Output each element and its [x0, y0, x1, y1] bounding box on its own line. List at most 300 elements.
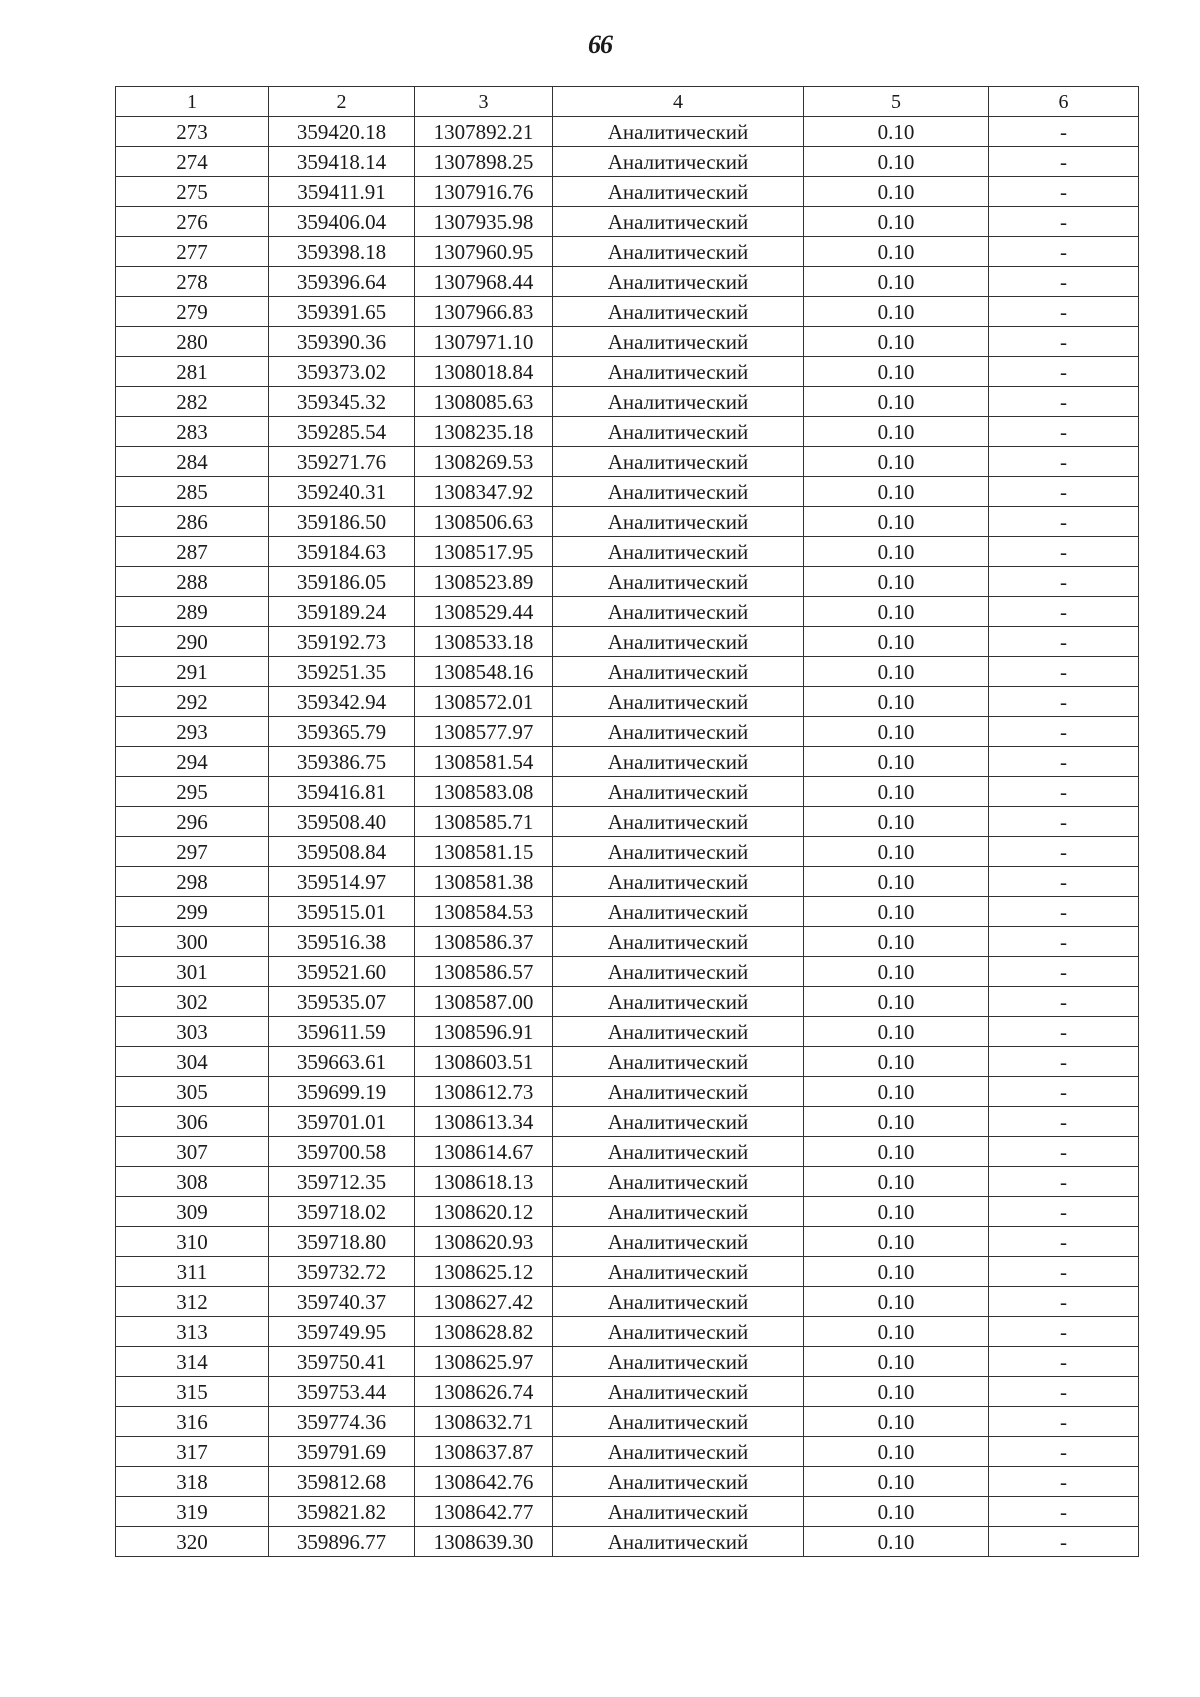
accuracy-cell: 0.10	[804, 1527, 989, 1557]
method-cell: Аналитический	[553, 567, 804, 597]
y-coordinate-cell: 1308581.54	[415, 747, 553, 777]
note-cell: -	[989, 777, 1139, 807]
point-number-cell: 319	[116, 1497, 269, 1527]
y-coordinate-cell: 1308632.71	[415, 1407, 553, 1437]
note-cell: -	[989, 927, 1139, 957]
method-cell: Аналитический	[553, 597, 804, 627]
point-number-cell: 281	[116, 357, 269, 387]
y-coordinate-cell: 1308628.82	[415, 1317, 553, 1347]
method-cell: Аналитический	[553, 1317, 804, 1347]
note-cell: -	[989, 1227, 1139, 1257]
x-coordinate-cell: 359396.64	[269, 267, 415, 297]
method-cell: Аналитический	[553, 417, 804, 447]
table-row	[116, 927, 1139, 957]
column-header: 1	[116, 87, 269, 117]
table-row	[116, 987, 1139, 1017]
accuracy-cell: 0.10	[804, 747, 989, 777]
accuracy-cell: 0.10	[804, 297, 989, 327]
y-coordinate-cell: 1308533.18	[415, 627, 553, 657]
note-cell: -	[989, 1077, 1139, 1107]
point-number-cell: 286	[116, 507, 269, 537]
y-coordinate-cell: 1308529.44	[415, 597, 553, 627]
point-number-cell: 308	[116, 1167, 269, 1197]
accuracy-cell: 0.10	[804, 987, 989, 1017]
point-number-cell: 299	[116, 897, 269, 927]
note-cell: -	[989, 297, 1139, 327]
point-number-cell: 306	[116, 1107, 269, 1137]
y-coordinate-cell: 1308620.12	[415, 1197, 553, 1227]
accuracy-cell: 0.10	[804, 1227, 989, 1257]
y-coordinate-cell: 1308586.57	[415, 957, 553, 987]
table-row	[116, 357, 1139, 387]
point-number-cell: 302	[116, 987, 269, 1017]
table-row	[116, 297, 1139, 327]
method-cell: Аналитический	[553, 357, 804, 387]
point-number-cell: 296	[116, 807, 269, 837]
x-coordinate-cell: 359514.97	[269, 867, 415, 897]
column-header: 6	[989, 87, 1139, 117]
coordinates-table	[115, 86, 1139, 1557]
table-row	[116, 897, 1139, 927]
point-number-cell: 279	[116, 297, 269, 327]
note-cell: -	[989, 1437, 1139, 1467]
table-row	[116, 1107, 1139, 1137]
table-row	[116, 837, 1139, 867]
x-coordinate-cell: 359390.36	[269, 327, 415, 357]
point-number-cell: 276	[116, 207, 269, 237]
x-coordinate-cell: 359240.31	[269, 477, 415, 507]
table-row	[116, 1347, 1139, 1377]
accuracy-cell: 0.10	[804, 1317, 989, 1347]
point-number-cell: 312	[116, 1287, 269, 1317]
x-coordinate-cell: 359749.95	[269, 1317, 415, 1347]
y-coordinate-cell: 1308627.42	[415, 1287, 553, 1317]
table-row	[116, 957, 1139, 987]
method-cell: Аналитический	[553, 1017, 804, 1047]
point-number-cell: 292	[116, 687, 269, 717]
method-cell: Аналитический	[553, 267, 804, 297]
method-cell: Аналитический	[553, 1497, 804, 1527]
table-row	[116, 627, 1139, 657]
y-coordinate-cell: 1307935.98	[415, 207, 553, 237]
x-coordinate-cell: 359516.38	[269, 927, 415, 957]
method-cell: Аналитический	[553, 1107, 804, 1137]
y-coordinate-cell: 1308523.89	[415, 567, 553, 597]
y-coordinate-cell: 1308581.38	[415, 867, 553, 897]
method-cell: Аналитический	[553, 1467, 804, 1497]
accuracy-cell: 0.10	[804, 657, 989, 687]
method-cell: Аналитический	[553, 987, 804, 1017]
x-coordinate-cell: 359732.72	[269, 1257, 415, 1287]
x-coordinate-cell: 359611.59	[269, 1017, 415, 1047]
x-coordinate-cell: 359718.02	[269, 1197, 415, 1227]
y-coordinate-cell: 1307971.10	[415, 327, 553, 357]
accuracy-cell: 0.10	[804, 597, 989, 627]
accuracy-cell: 0.10	[804, 507, 989, 537]
table-header-row	[116, 87, 1139, 117]
table-row	[116, 1047, 1139, 1077]
accuracy-cell: 0.10	[804, 867, 989, 897]
y-coordinate-cell: 1308642.76	[415, 1467, 553, 1497]
y-coordinate-cell: 1308587.00	[415, 987, 553, 1017]
y-coordinate-cell: 1308612.73	[415, 1077, 553, 1107]
point-number-cell: 315	[116, 1377, 269, 1407]
point-number-cell: 309	[116, 1197, 269, 1227]
x-coordinate-cell: 359753.44	[269, 1377, 415, 1407]
y-coordinate-cell: 1308585.71	[415, 807, 553, 837]
accuracy-cell: 0.10	[804, 567, 989, 597]
point-number-cell: 311	[116, 1257, 269, 1287]
accuracy-cell: 0.10	[804, 1377, 989, 1407]
y-coordinate-cell: 1307898.25	[415, 147, 553, 177]
note-cell: -	[989, 717, 1139, 747]
note-cell: -	[989, 957, 1139, 987]
accuracy-cell: 0.10	[804, 927, 989, 957]
y-coordinate-cell: 1308583.08	[415, 777, 553, 807]
x-coordinate-cell: 359373.02	[269, 357, 415, 387]
note-cell: -	[989, 1377, 1139, 1407]
method-cell: Аналитический	[553, 1407, 804, 1437]
x-coordinate-cell: 359386.75	[269, 747, 415, 777]
point-number-cell: 304	[116, 1047, 269, 1077]
accuracy-cell: 0.10	[804, 1287, 989, 1317]
note-cell: -	[989, 837, 1139, 867]
point-number-cell: 282	[116, 387, 269, 417]
y-coordinate-cell: 1308625.12	[415, 1257, 553, 1287]
accuracy-cell: 0.10	[804, 237, 989, 267]
table-row	[116, 1437, 1139, 1467]
note-cell: -	[989, 627, 1139, 657]
table-row	[116, 477, 1139, 507]
y-coordinate-cell: 1308506.63	[415, 507, 553, 537]
note-cell: -	[989, 1347, 1139, 1377]
x-coordinate-cell: 359285.54	[269, 417, 415, 447]
point-number-cell: 289	[116, 597, 269, 627]
y-coordinate-cell: 1308269.53	[415, 447, 553, 477]
x-coordinate-cell: 359740.37	[269, 1287, 415, 1317]
point-number-cell: 274	[116, 147, 269, 177]
y-coordinate-cell: 1308637.87	[415, 1437, 553, 1467]
method-cell: Аналитический	[553, 687, 804, 717]
x-coordinate-cell: 359821.82	[269, 1497, 415, 1527]
note-cell: -	[989, 1167, 1139, 1197]
note-cell: -	[989, 867, 1139, 897]
y-coordinate-cell: 1308347.92	[415, 477, 553, 507]
accuracy-cell: 0.10	[804, 1137, 989, 1167]
table-row	[116, 507, 1139, 537]
note-cell: -	[989, 987, 1139, 1017]
x-coordinate-cell: 359535.07	[269, 987, 415, 1017]
method-cell: Аналитический	[553, 117, 804, 147]
method-cell: Аналитический	[553, 777, 804, 807]
y-coordinate-cell: 1307892.21	[415, 117, 553, 147]
method-cell: Аналитический	[553, 1137, 804, 1167]
method-cell: Аналитический	[553, 1527, 804, 1557]
x-coordinate-cell: 359406.04	[269, 207, 415, 237]
note-cell: -	[989, 1107, 1139, 1137]
point-number-cell: 316	[116, 1407, 269, 1437]
note-cell: -	[989, 1287, 1139, 1317]
x-coordinate-cell: 359418.14	[269, 147, 415, 177]
x-coordinate-cell: 359251.35	[269, 657, 415, 687]
accuracy-cell: 0.10	[804, 777, 989, 807]
point-number-cell: 291	[116, 657, 269, 687]
y-coordinate-cell: 1308614.67	[415, 1137, 553, 1167]
method-cell: Аналитический	[553, 1287, 804, 1317]
table-row	[116, 1227, 1139, 1257]
accuracy-cell: 0.10	[804, 897, 989, 927]
point-number-cell: 285	[116, 477, 269, 507]
x-coordinate-cell: 359398.18	[269, 237, 415, 267]
x-coordinate-cell: 359896.77	[269, 1527, 415, 1557]
table-row	[116, 777, 1139, 807]
table-row	[116, 1317, 1139, 1347]
method-cell: Аналитический	[553, 747, 804, 777]
y-coordinate-cell: 1308620.93	[415, 1227, 553, 1257]
x-coordinate-cell: 359508.40	[269, 807, 415, 837]
accuracy-cell: 0.10	[804, 537, 989, 567]
y-coordinate-cell: 1308572.01	[415, 687, 553, 717]
note-cell: -	[989, 267, 1139, 297]
note-cell: -	[989, 537, 1139, 567]
table-row	[116, 447, 1139, 477]
accuracy-cell: 0.10	[804, 837, 989, 867]
accuracy-cell: 0.10	[804, 207, 989, 237]
table-row	[116, 747, 1139, 777]
x-coordinate-cell: 359186.50	[269, 507, 415, 537]
accuracy-cell: 0.10	[804, 327, 989, 357]
note-cell: -	[989, 207, 1139, 237]
note-cell: -	[989, 507, 1139, 537]
note-cell: -	[989, 1197, 1139, 1227]
x-coordinate-cell: 359186.05	[269, 567, 415, 597]
x-coordinate-cell: 359345.32	[269, 387, 415, 417]
table-row	[116, 1017, 1139, 1047]
note-cell: -	[989, 117, 1139, 147]
method-cell: Аналитический	[553, 1437, 804, 1467]
accuracy-cell: 0.10	[804, 1167, 989, 1197]
point-number-cell: 310	[116, 1227, 269, 1257]
accuracy-cell: 0.10	[804, 1467, 989, 1497]
note-cell: -	[989, 417, 1139, 447]
y-coordinate-cell: 1308517.95	[415, 537, 553, 567]
accuracy-cell: 0.10	[804, 1497, 989, 1527]
method-cell: Аналитический	[553, 717, 804, 747]
table-row	[116, 1137, 1139, 1167]
table-row	[116, 1377, 1139, 1407]
x-coordinate-cell: 359420.18	[269, 117, 415, 147]
table-row	[116, 1467, 1139, 1497]
column-header: 3	[415, 87, 553, 117]
method-cell: Аналитический	[553, 957, 804, 987]
method-cell: Аналитический	[553, 1347, 804, 1377]
point-number-cell: 283	[116, 417, 269, 447]
accuracy-cell: 0.10	[804, 1017, 989, 1047]
table-row	[116, 1407, 1139, 1437]
note-cell: -	[989, 1317, 1139, 1347]
table-row	[116, 1077, 1139, 1107]
accuracy-cell: 0.10	[804, 1407, 989, 1437]
method-cell: Аналитический	[553, 1167, 804, 1197]
method-cell: Аналитический	[553, 147, 804, 177]
accuracy-cell: 0.10	[804, 957, 989, 987]
table-row	[116, 147, 1139, 177]
y-coordinate-cell: 1308018.84	[415, 357, 553, 387]
point-number-cell: 293	[116, 717, 269, 747]
y-coordinate-cell: 1308548.16	[415, 657, 553, 687]
table-row	[116, 867, 1139, 897]
accuracy-cell: 0.10	[804, 117, 989, 147]
table-row	[116, 1527, 1139, 1557]
table-row	[116, 207, 1139, 237]
x-coordinate-cell: 359391.65	[269, 297, 415, 327]
method-cell: Аналитический	[553, 807, 804, 837]
table-row	[116, 1497, 1139, 1527]
x-coordinate-cell: 359192.73	[269, 627, 415, 657]
table-row	[116, 117, 1139, 147]
x-coordinate-cell: 359812.68	[269, 1467, 415, 1497]
x-coordinate-cell: 359342.94	[269, 687, 415, 717]
method-cell: Аналитический	[553, 1377, 804, 1407]
y-coordinate-cell: 1308625.97	[415, 1347, 553, 1377]
x-coordinate-cell: 359411.91	[269, 177, 415, 207]
table-row	[116, 657, 1139, 687]
point-number-cell: 273	[116, 117, 269, 147]
method-cell: Аналитический	[553, 1227, 804, 1257]
table-row	[116, 237, 1139, 267]
note-cell: -	[989, 897, 1139, 927]
y-coordinate-cell: 1308596.91	[415, 1017, 553, 1047]
table-row	[116, 177, 1139, 207]
point-number-cell: 287	[116, 537, 269, 567]
note-cell: -	[989, 657, 1139, 687]
y-coordinate-cell: 1308235.18	[415, 417, 553, 447]
method-cell: Аналитический	[553, 1077, 804, 1107]
method-cell: Аналитический	[553, 897, 804, 927]
point-number-cell: 288	[116, 567, 269, 597]
point-number-cell: 301	[116, 957, 269, 987]
accuracy-cell: 0.10	[804, 1107, 989, 1137]
x-coordinate-cell: 359271.76	[269, 447, 415, 477]
x-coordinate-cell: 359700.58	[269, 1137, 415, 1167]
method-cell: Аналитический	[553, 627, 804, 657]
x-coordinate-cell: 359774.36	[269, 1407, 415, 1437]
point-number-cell: 303	[116, 1017, 269, 1047]
table-row	[116, 1167, 1139, 1197]
note-cell: -	[989, 747, 1139, 777]
accuracy-cell: 0.10	[804, 1197, 989, 1227]
method-cell: Аналитический	[553, 1257, 804, 1287]
point-number-cell: 277	[116, 237, 269, 267]
accuracy-cell: 0.10	[804, 1257, 989, 1287]
point-number-cell: 313	[116, 1317, 269, 1347]
y-coordinate-cell: 1308613.34	[415, 1107, 553, 1137]
point-number-cell: 318	[116, 1467, 269, 1497]
x-coordinate-cell: 359508.84	[269, 837, 415, 867]
y-coordinate-cell: 1308626.74	[415, 1377, 553, 1407]
accuracy-cell: 0.10	[804, 687, 989, 717]
point-number-cell: 298	[116, 867, 269, 897]
note-cell: -	[989, 387, 1139, 417]
x-coordinate-cell: 359189.24	[269, 597, 415, 627]
table-row	[116, 687, 1139, 717]
accuracy-cell: 0.10	[804, 1077, 989, 1107]
column-header: 4	[553, 87, 804, 117]
note-cell: -	[989, 1527, 1139, 1557]
column-header: 5	[804, 87, 989, 117]
note-cell: -	[989, 597, 1139, 627]
x-coordinate-cell: 359699.19	[269, 1077, 415, 1107]
note-cell: -	[989, 477, 1139, 507]
table-row	[116, 807, 1139, 837]
x-coordinate-cell: 359184.63	[269, 537, 415, 567]
method-cell: Аналитический	[553, 657, 804, 687]
y-coordinate-cell: 1307916.76	[415, 177, 553, 207]
accuracy-cell: 0.10	[804, 267, 989, 297]
y-coordinate-cell: 1308085.63	[415, 387, 553, 417]
note-cell: -	[989, 1017, 1139, 1047]
accuracy-cell: 0.10	[804, 177, 989, 207]
accuracy-cell: 0.10	[804, 387, 989, 417]
point-number-cell: 278	[116, 267, 269, 297]
table-row	[116, 387, 1139, 417]
column-header: 2	[269, 87, 415, 117]
table-row	[116, 717, 1139, 747]
point-number-cell: 290	[116, 627, 269, 657]
accuracy-cell: 0.10	[804, 147, 989, 177]
y-coordinate-cell: 1307966.83	[415, 297, 553, 327]
table-row	[116, 567, 1139, 597]
method-cell: Аналитический	[553, 867, 804, 897]
method-cell: Аналитический	[553, 297, 804, 327]
method-cell: Аналитический	[553, 507, 804, 537]
method-cell: Аналитический	[553, 177, 804, 207]
accuracy-cell: 0.10	[804, 627, 989, 657]
point-number-cell: 297	[116, 837, 269, 867]
accuracy-cell: 0.10	[804, 717, 989, 747]
method-cell: Аналитический	[553, 927, 804, 957]
method-cell: Аналитический	[553, 237, 804, 267]
accuracy-cell: 0.10	[804, 1047, 989, 1077]
table-row	[116, 267, 1139, 297]
accuracy-cell: 0.10	[804, 807, 989, 837]
y-coordinate-cell: 1308581.15	[415, 837, 553, 867]
method-cell: Аналитический	[553, 537, 804, 567]
method-cell: Аналитический	[553, 837, 804, 867]
method-cell: Аналитический	[553, 327, 804, 357]
note-cell: -	[989, 1497, 1139, 1527]
y-coordinate-cell: 1307960.95	[415, 237, 553, 267]
note-cell: -	[989, 1137, 1139, 1167]
y-coordinate-cell: 1307968.44	[415, 267, 553, 297]
x-coordinate-cell: 359515.01	[269, 897, 415, 927]
point-number-cell: 284	[116, 447, 269, 477]
accuracy-cell: 0.10	[804, 357, 989, 387]
x-coordinate-cell: 359712.35	[269, 1167, 415, 1197]
y-coordinate-cell: 1308639.30	[415, 1527, 553, 1557]
y-coordinate-cell: 1308584.53	[415, 897, 553, 927]
accuracy-cell: 0.10	[804, 417, 989, 447]
table-row	[116, 1257, 1139, 1287]
note-cell: -	[989, 357, 1139, 387]
method-cell: Аналитический	[553, 1197, 804, 1227]
accuracy-cell: 0.10	[804, 477, 989, 507]
page-number: 66	[588, 30, 612, 59]
table-row	[116, 1197, 1139, 1227]
table-row	[116, 597, 1139, 627]
method-cell: Аналитический	[553, 447, 804, 477]
point-number-cell: 317	[116, 1437, 269, 1467]
